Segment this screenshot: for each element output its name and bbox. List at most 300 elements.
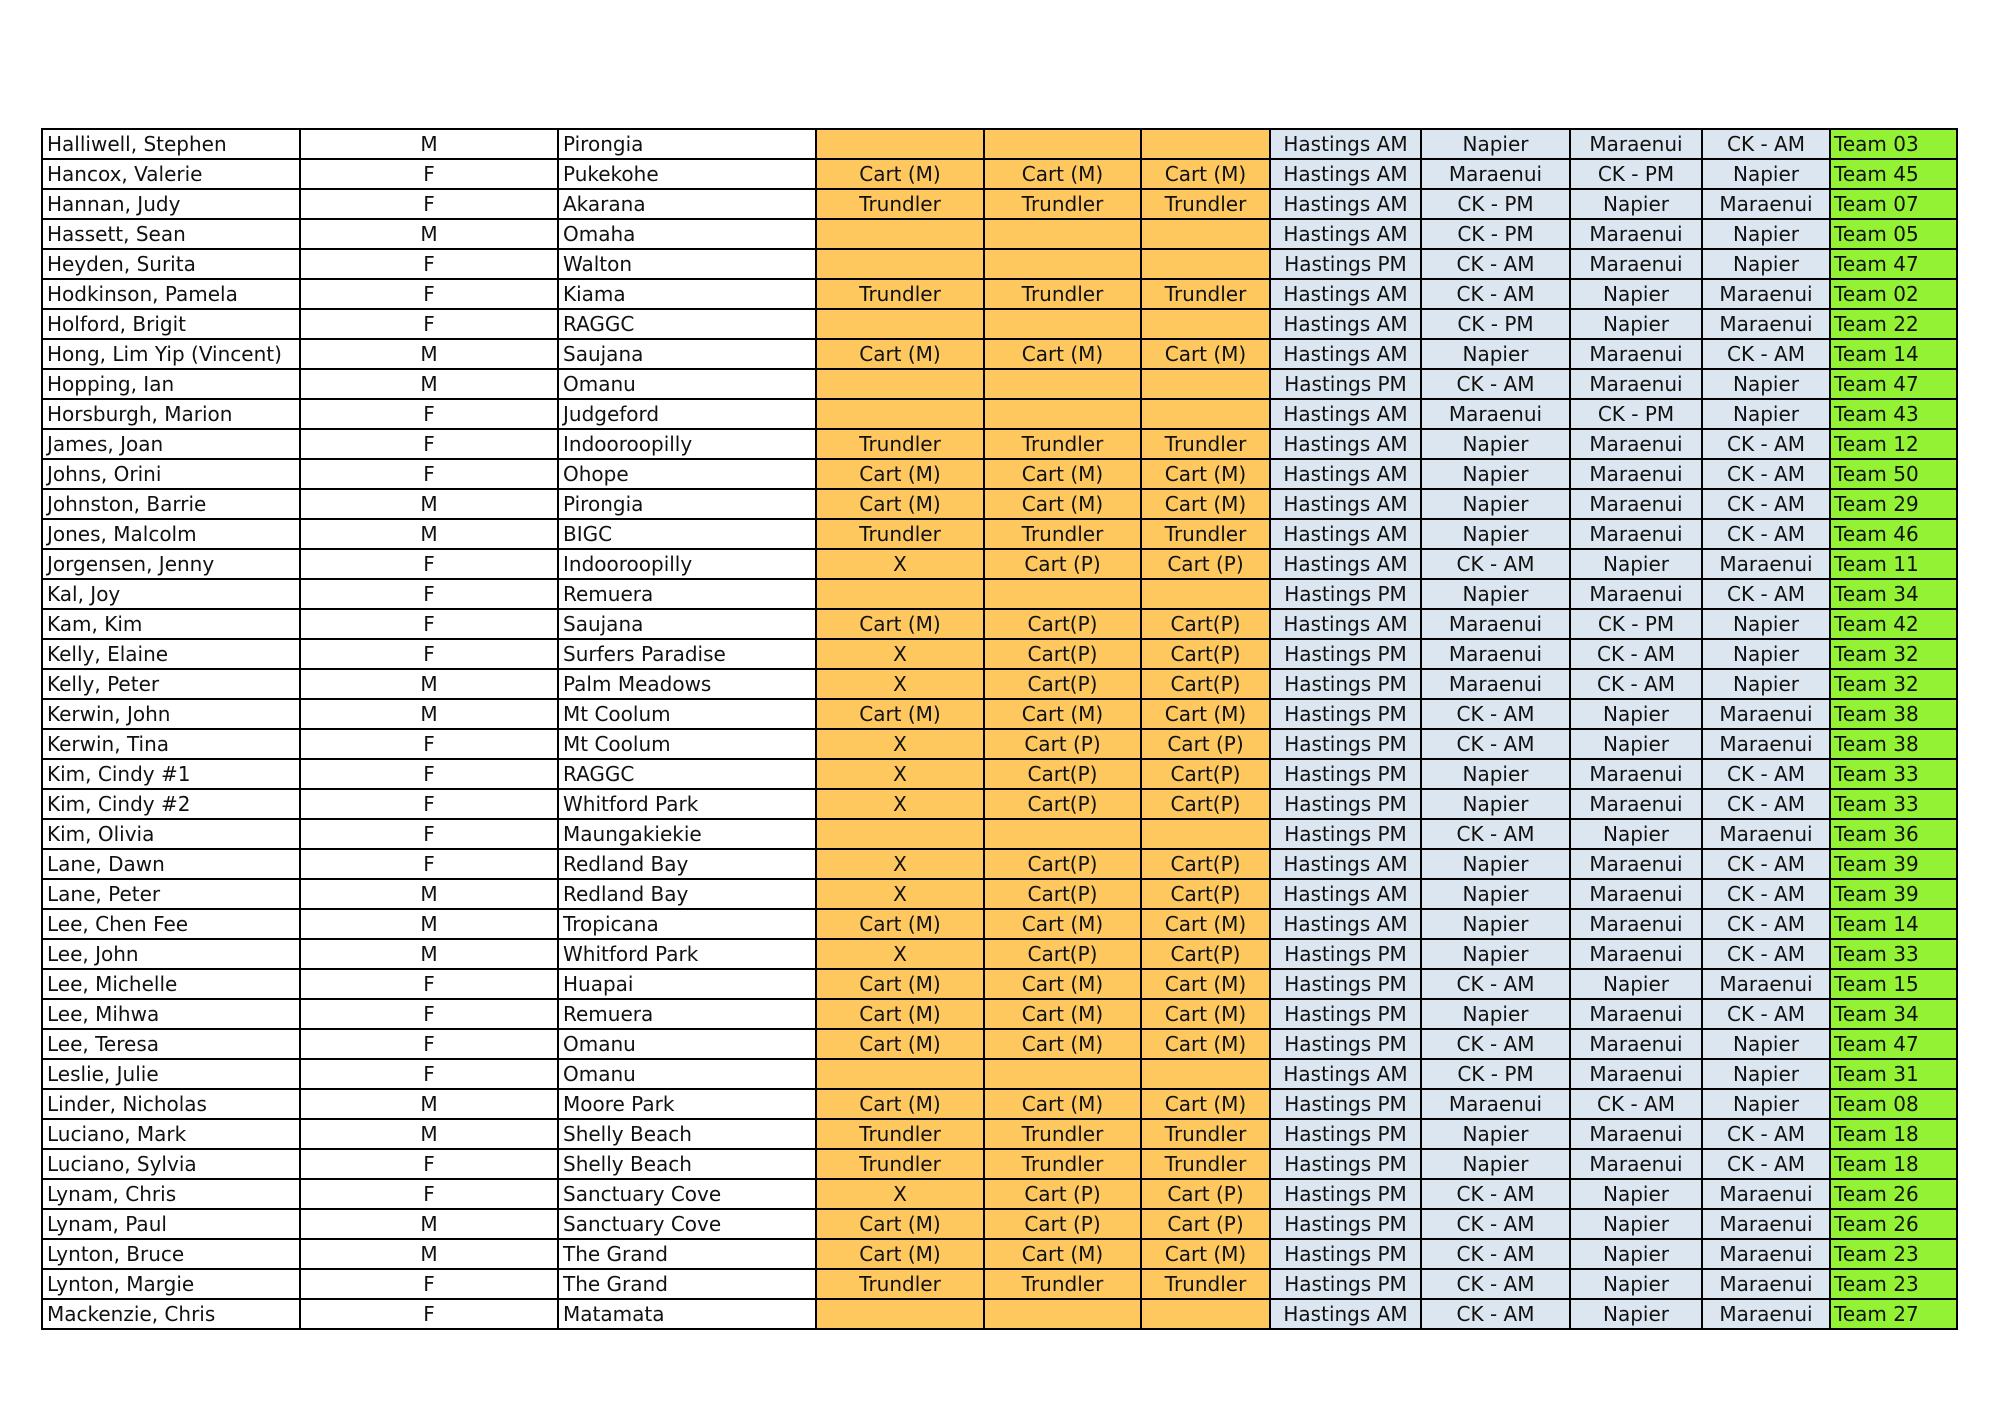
table-row [42,849,1957,879]
club-cell: Omanu [558,1029,816,1059]
round3-course-cell: Napier [1570,1239,1702,1269]
gender-cell: F [300,759,558,789]
table-body [42,129,1957,1329]
round2-course-cell: CK - AM [1421,1179,1570,1209]
club-cell: Mt Coolum [558,699,816,729]
cart-round3-cell [1141,579,1270,609]
cart-round2-cell: Cart (P) [984,549,1141,579]
club-cell: Pukekohe [558,159,816,189]
round1-course-cell: Hastings PM [1270,699,1421,729]
round2-course-cell: Maraenui [1421,399,1570,429]
player-name-cell: Lee, Teresa [42,1029,300,1059]
team-cell: Team 32 [1830,669,1957,699]
round4-course-cell: CK - AM [1702,849,1830,879]
cart-round2-cell: Cart(P) [984,759,1141,789]
team-cell: Team 22 [1830,309,1957,339]
round2-course-cell: CK - AM [1421,1269,1570,1299]
round1-course-cell: Hastings PM [1270,999,1421,1029]
round1-course-cell: Hastings AM [1270,129,1421,159]
cart-round1-cell: X [816,549,984,579]
team-cell: Team 45 [1830,159,1957,189]
player-name-cell: Kim, Cindy #2 [42,789,300,819]
team-cell: Team 26 [1830,1209,1957,1239]
cart-round2-cell: Cart (M) [984,1029,1141,1059]
round3-course-cell: Maraenui [1570,939,1702,969]
round2-course-cell: CK - PM [1421,219,1570,249]
player-name-cell: Kim, Olivia [42,819,300,849]
table-row [42,1029,1957,1059]
gender-cell: M [300,879,558,909]
round2-course-cell: CK - AM [1421,279,1570,309]
round2-course-cell: Napier [1421,849,1570,879]
cart-round2-cell: Cart (M) [984,339,1141,369]
cart-round2-cell: Trundler [984,429,1141,459]
table-row [42,249,1957,279]
cart-round1-cell: Trundler [816,279,984,309]
cart-round1-cell: Cart (M) [816,1239,984,1269]
team-cell: Team 33 [1830,789,1957,819]
round1-course-cell: Hastings PM [1270,969,1421,999]
team-cell: Team 32 [1830,639,1957,669]
player-name-cell: Hancox, Valerie [42,159,300,189]
round3-course-cell: Napier [1570,1179,1702,1209]
player-name-cell: Lynam, Paul [42,1209,300,1239]
round3-course-cell: Maraenui [1570,1149,1702,1179]
player-name-cell: Lee, John [42,939,300,969]
round4-course-cell: Napier [1702,1029,1830,1059]
round4-course-cell: Napier [1702,369,1830,399]
round2-course-cell: Napier [1421,759,1570,789]
round2-course-cell: Napier [1421,789,1570,819]
cart-round1-cell [816,309,984,339]
table-row [42,279,1957,309]
gender-cell: M [300,1089,558,1119]
round2-course-cell: Napier [1421,129,1570,159]
round1-course-cell: Hastings PM [1270,669,1421,699]
round2-course-cell: CK - AM [1421,729,1570,759]
round3-course-cell: Maraenui [1570,369,1702,399]
player-name-cell: Leslie, Julie [42,1059,300,1089]
cart-round1-cell [816,819,984,849]
player-name-cell: Hodkinson, Pamela [42,279,300,309]
player-name-cell: Johns, Orini [42,459,300,489]
player-name-cell: Holford, Brigit [42,309,300,339]
round3-course-cell: Napier [1570,189,1702,219]
club-cell: Redland Bay [558,879,816,909]
cart-round1-cell: Cart (M) [816,1209,984,1239]
cart-round3-cell: Cart(P) [1141,939,1270,969]
cart-round2-cell: Cart (M) [984,459,1141,489]
table-row [42,969,1957,999]
team-cell: Team 18 [1830,1119,1957,1149]
round1-course-cell: Hastings AM [1270,159,1421,189]
round4-course-cell: Napier [1702,249,1830,279]
round1-course-cell: Hastings AM [1270,879,1421,909]
team-cell: Team 23 [1830,1239,1957,1269]
round4-course-cell: Napier [1702,609,1830,639]
team-cell: Team 50 [1830,459,1957,489]
round3-course-cell: Maraenui [1570,1119,1702,1149]
cart-round3-cell: Cart (P) [1141,549,1270,579]
round4-course-cell: Napier [1702,669,1830,699]
round4-course-cell: CK - AM [1702,519,1830,549]
table-row [42,639,1957,669]
player-name-cell: Horsburgh, Marion [42,399,300,429]
round4-course-cell: CK - AM [1702,789,1830,819]
round3-course-cell: CK - AM [1570,669,1702,699]
round3-course-cell: Maraenui [1570,579,1702,609]
cart-round3-cell [1141,1299,1270,1329]
player-name-cell: Jorgensen, Jenny [42,549,300,579]
cart-round3-cell [1141,1059,1270,1089]
player-name-cell: Halliwell, Stephen [42,129,300,159]
team-cell: Team 31 [1830,1059,1957,1089]
gender-cell: F [300,609,558,639]
cart-round2-cell: Trundler [984,1149,1141,1179]
cart-round1-cell: Cart (M) [816,1029,984,1059]
round2-course-cell: CK - AM [1421,1239,1570,1269]
player-name-cell: Kelly, Peter [42,669,300,699]
table-row [42,789,1957,819]
table-row [42,549,1957,579]
cart-round2-cell: Cart (M) [984,489,1141,519]
player-name-cell: Lee, Michelle [42,969,300,999]
team-cell: Team 33 [1830,939,1957,969]
club-cell: Saujana [558,339,816,369]
team-cell: Team 12 [1830,429,1957,459]
team-cell: Team 27 [1830,1299,1957,1329]
cart-round3-cell: Cart(P) [1141,609,1270,639]
cart-round2-cell [984,129,1141,159]
player-name-cell: Kam, Kim [42,609,300,639]
cart-round3-cell: Cart (P) [1141,1179,1270,1209]
round1-course-cell: Hastings AM [1270,1059,1421,1089]
player-name-cell: Hannan, Judy [42,189,300,219]
round4-course-cell: Napier [1702,159,1830,189]
table-row [42,519,1957,549]
club-cell: Sanctuary Cove [558,1209,816,1239]
round4-course-cell: CK - AM [1702,909,1830,939]
cart-round2-cell: Cart(P) [984,669,1141,699]
cart-round1-cell: X [816,1179,984,1209]
cart-round1-cell [816,579,984,609]
club-cell: Shelly Beach [558,1149,816,1179]
round4-course-cell: Napier [1702,219,1830,249]
round4-course-cell: Napier [1702,1059,1830,1089]
cart-round3-cell: Cart(P) [1141,879,1270,909]
table-row [42,1089,1957,1119]
cart-round2-cell: Cart(P) [984,879,1141,909]
gender-cell: F [300,969,558,999]
team-cell: Team 38 [1830,699,1957,729]
player-name-cell: Luciano, Mark [42,1119,300,1149]
cart-round1-cell: Cart (M) [816,489,984,519]
round2-course-cell: CK - AM [1421,549,1570,579]
team-cell: Team 46 [1830,519,1957,549]
team-cell: Team 36 [1830,819,1957,849]
cart-round2-cell: Cart (M) [984,909,1141,939]
club-cell: Saujana [558,609,816,639]
round2-course-cell: Napier [1421,939,1570,969]
round1-course-cell: Hastings PM [1270,1209,1421,1239]
round4-course-cell: Maraenui [1702,1209,1830,1239]
round3-course-cell: Maraenui [1570,759,1702,789]
cart-round1-cell [816,1299,984,1329]
table-row [42,339,1957,369]
team-cell: Team 11 [1830,549,1957,579]
round2-course-cell: Napier [1421,459,1570,489]
round2-course-cell: CK - AM [1421,1299,1570,1329]
table-row [42,909,1957,939]
cart-round3-cell [1141,819,1270,849]
club-cell: Whitford Park [558,789,816,819]
club-cell: RAGGC [558,309,816,339]
club-cell: Pirongia [558,489,816,519]
round1-course-cell: Hastings PM [1270,1239,1421,1269]
gender-cell: F [300,819,558,849]
round2-course-cell: Napier [1421,1149,1570,1179]
round3-course-cell: Maraenui [1570,429,1702,459]
player-name-cell: Lynton, Margie [42,1269,300,1299]
round2-course-cell: CK - PM [1421,1059,1570,1089]
club-cell: Kiama [558,279,816,309]
table-row [42,429,1957,459]
cart-round1-cell [816,399,984,429]
cart-round2-cell: Trundler [984,279,1141,309]
cart-round1-cell [816,1059,984,1089]
round4-course-cell: CK - AM [1702,1119,1830,1149]
cart-round3-cell: Cart (M) [1141,969,1270,999]
table-row [42,699,1957,729]
club-cell: Redland Bay [558,849,816,879]
cart-round3-cell: Cart (M) [1141,1089,1270,1119]
round2-course-cell: CK - AM [1421,819,1570,849]
round3-course-cell: Maraenui [1570,339,1702,369]
round2-course-cell: CK - AM [1421,249,1570,279]
cart-round3-cell: Cart (M) [1141,909,1270,939]
cart-round3-cell [1141,309,1270,339]
cart-round1-cell [816,369,984,399]
round3-course-cell: Maraenui [1570,459,1702,489]
table-row [42,129,1957,159]
round4-course-cell: CK - AM [1702,459,1830,489]
round4-course-cell: Maraenui [1702,969,1830,999]
gender-cell: F [300,1059,558,1089]
gender-cell: F [300,849,558,879]
cart-round2-cell: Cart(P) [984,789,1141,819]
round3-course-cell: Napier [1570,819,1702,849]
team-cell: Team 29 [1830,489,1957,519]
gender-cell: M [300,1119,558,1149]
round1-course-cell: Hastings AM [1270,609,1421,639]
club-cell: Sanctuary Cove [558,1179,816,1209]
round1-course-cell: Hastings PM [1270,579,1421,609]
round3-course-cell: CK - AM [1570,1089,1702,1119]
round3-course-cell: Maraenui [1570,489,1702,519]
club-cell: RAGGC [558,759,816,789]
round4-course-cell: CK - AM [1702,879,1830,909]
cart-round1-cell: Trundler [816,1269,984,1299]
round1-course-cell: Hastings PM [1270,1269,1421,1299]
gender-cell: F [300,399,558,429]
table-row [42,579,1957,609]
player-name-cell: James, Joan [42,429,300,459]
cart-round1-cell: X [816,639,984,669]
team-cell: Team 38 [1830,729,1957,759]
cart-round3-cell: Trundler [1141,519,1270,549]
player-name-cell: Luciano, Sylvia [42,1149,300,1179]
player-name-cell: Johnston, Barrie [42,489,300,519]
round2-course-cell: Napier [1421,1119,1570,1149]
round4-course-cell: CK - AM [1702,489,1830,519]
club-cell: Whitford Park [558,939,816,969]
cart-round2-cell [984,399,1141,429]
cart-round2-cell: Trundler [984,189,1141,219]
round4-course-cell: CK - AM [1702,759,1830,789]
team-cell: Team 47 [1830,1029,1957,1059]
gender-cell: F [300,429,558,459]
round2-course-cell: CK - AM [1421,1029,1570,1059]
player-name-cell: Lane, Peter [42,879,300,909]
round3-course-cell: Napier [1570,549,1702,579]
cart-round1-cell: Cart (M) [816,459,984,489]
club-cell: Remuera [558,579,816,609]
club-cell: Huapai [558,969,816,999]
gender-cell: M [300,219,558,249]
round1-course-cell: Hastings AM [1270,279,1421,309]
cart-round1-cell: Trundler [816,189,984,219]
round1-course-cell: Hastings PM [1270,789,1421,819]
gender-cell: F [300,639,558,669]
cart-round2-cell [984,219,1141,249]
player-name-cell: Kelly, Elaine [42,639,300,669]
club-cell: Palm Meadows [558,669,816,699]
gender-cell: F [300,249,558,279]
gender-cell: F [300,309,558,339]
round3-course-cell: Maraenui [1570,519,1702,549]
cart-round2-cell: Cart (P) [984,1179,1141,1209]
cart-round3-cell [1141,129,1270,159]
round1-course-cell: Hastings PM [1270,819,1421,849]
club-cell: Ohope [558,459,816,489]
club-cell: Matamata [558,1299,816,1329]
cart-round1-cell: X [816,759,984,789]
team-cell: Team 47 [1830,369,1957,399]
cart-round2-cell: Cart(P) [984,639,1141,669]
round2-course-cell: CK - AM [1421,369,1570,399]
gender-cell: F [300,1269,558,1299]
table-row [42,1269,1957,1299]
round2-course-cell: Napier [1421,339,1570,369]
round3-course-cell: CK - PM [1570,159,1702,189]
cart-round1-cell: Cart (M) [816,339,984,369]
cart-round1-cell: Cart (M) [816,909,984,939]
round1-course-cell: Hastings AM [1270,189,1421,219]
club-cell: Omanu [558,1059,816,1089]
gender-cell: F [300,1029,558,1059]
round1-course-cell: Hastings PM [1270,729,1421,759]
round3-course-cell: Maraenui [1570,789,1702,819]
player-name-cell: Kim, Cindy #1 [42,759,300,789]
gender-cell: M [300,489,558,519]
gender-cell: F [300,1299,558,1329]
round1-course-cell: Hastings PM [1270,1029,1421,1059]
gender-cell: F [300,159,558,189]
round3-course-cell: Napier [1570,1299,1702,1329]
player-name-cell: Mackenzie, Chris [42,1299,300,1329]
club-cell: BIGC [558,519,816,549]
round4-course-cell: Maraenui [1702,1179,1830,1209]
player-name-cell: Kerwin, John [42,699,300,729]
club-cell: The Grand [558,1269,816,1299]
cart-round3-cell [1141,249,1270,279]
table-row [42,189,1957,219]
team-cell: Team 08 [1830,1089,1957,1119]
round3-course-cell: Maraenui [1570,129,1702,159]
gender-cell: F [300,459,558,489]
club-cell: Moore Park [558,1089,816,1119]
round4-course-cell: Maraenui [1702,1239,1830,1269]
table-row [42,1119,1957,1149]
table-row [42,999,1957,1029]
player-name-cell: Lynton, Bruce [42,1239,300,1269]
cart-round3-cell: Trundler [1141,429,1270,459]
round1-course-cell: Hastings PM [1270,639,1421,669]
gender-cell: F [300,279,558,309]
round2-course-cell: Napier [1421,999,1570,1029]
table-row [42,609,1957,639]
club-cell: Akarana [558,189,816,219]
table-row [42,219,1957,249]
table-row [42,459,1957,489]
round4-course-cell: Napier [1702,639,1830,669]
player-name-cell: Kerwin, Tina [42,729,300,759]
player-name-cell: Lynam, Chris [42,1179,300,1209]
round2-course-cell: Maraenui [1421,669,1570,699]
player-name-cell: Kal, Joy [42,579,300,609]
club-cell: Pirongia [558,129,816,159]
round3-course-cell: Napier [1570,699,1702,729]
team-cell: Team 15 [1830,969,1957,999]
round1-course-cell: Hastings AM [1270,339,1421,369]
player-name-cell: Jones, Malcolm [42,519,300,549]
team-cell: Team 39 [1830,879,1957,909]
team-cell: Team 26 [1830,1179,1957,1209]
cart-round2-cell [984,369,1141,399]
round2-course-cell: Maraenui [1421,609,1570,639]
round1-course-cell: Hastings AM [1270,489,1421,519]
cart-round3-cell: Trundler [1141,1269,1270,1299]
round3-course-cell: Maraenui [1570,879,1702,909]
club-cell: Maungakiekie [558,819,816,849]
gender-cell: F [300,999,558,1029]
cart-round3-cell: Cart (M) [1141,339,1270,369]
cart-round3-cell: Cart (M) [1141,699,1270,729]
player-name-cell: Lee, Chen Fee [42,909,300,939]
table-row [42,1299,1957,1329]
round4-course-cell: CK - AM [1702,1149,1830,1179]
gender-cell: F [300,1179,558,1209]
cart-round2-cell [984,249,1141,279]
club-cell: Shelly Beach [558,1119,816,1149]
round1-course-cell: Hastings AM [1270,219,1421,249]
table-row [42,1059,1957,1089]
round2-course-cell: CK - PM [1421,309,1570,339]
gender-cell: M [300,1239,558,1269]
round4-course-cell: Maraenui [1702,1269,1830,1299]
cart-round2-cell: Cart (M) [984,999,1141,1029]
round1-course-cell: Hastings AM [1270,399,1421,429]
